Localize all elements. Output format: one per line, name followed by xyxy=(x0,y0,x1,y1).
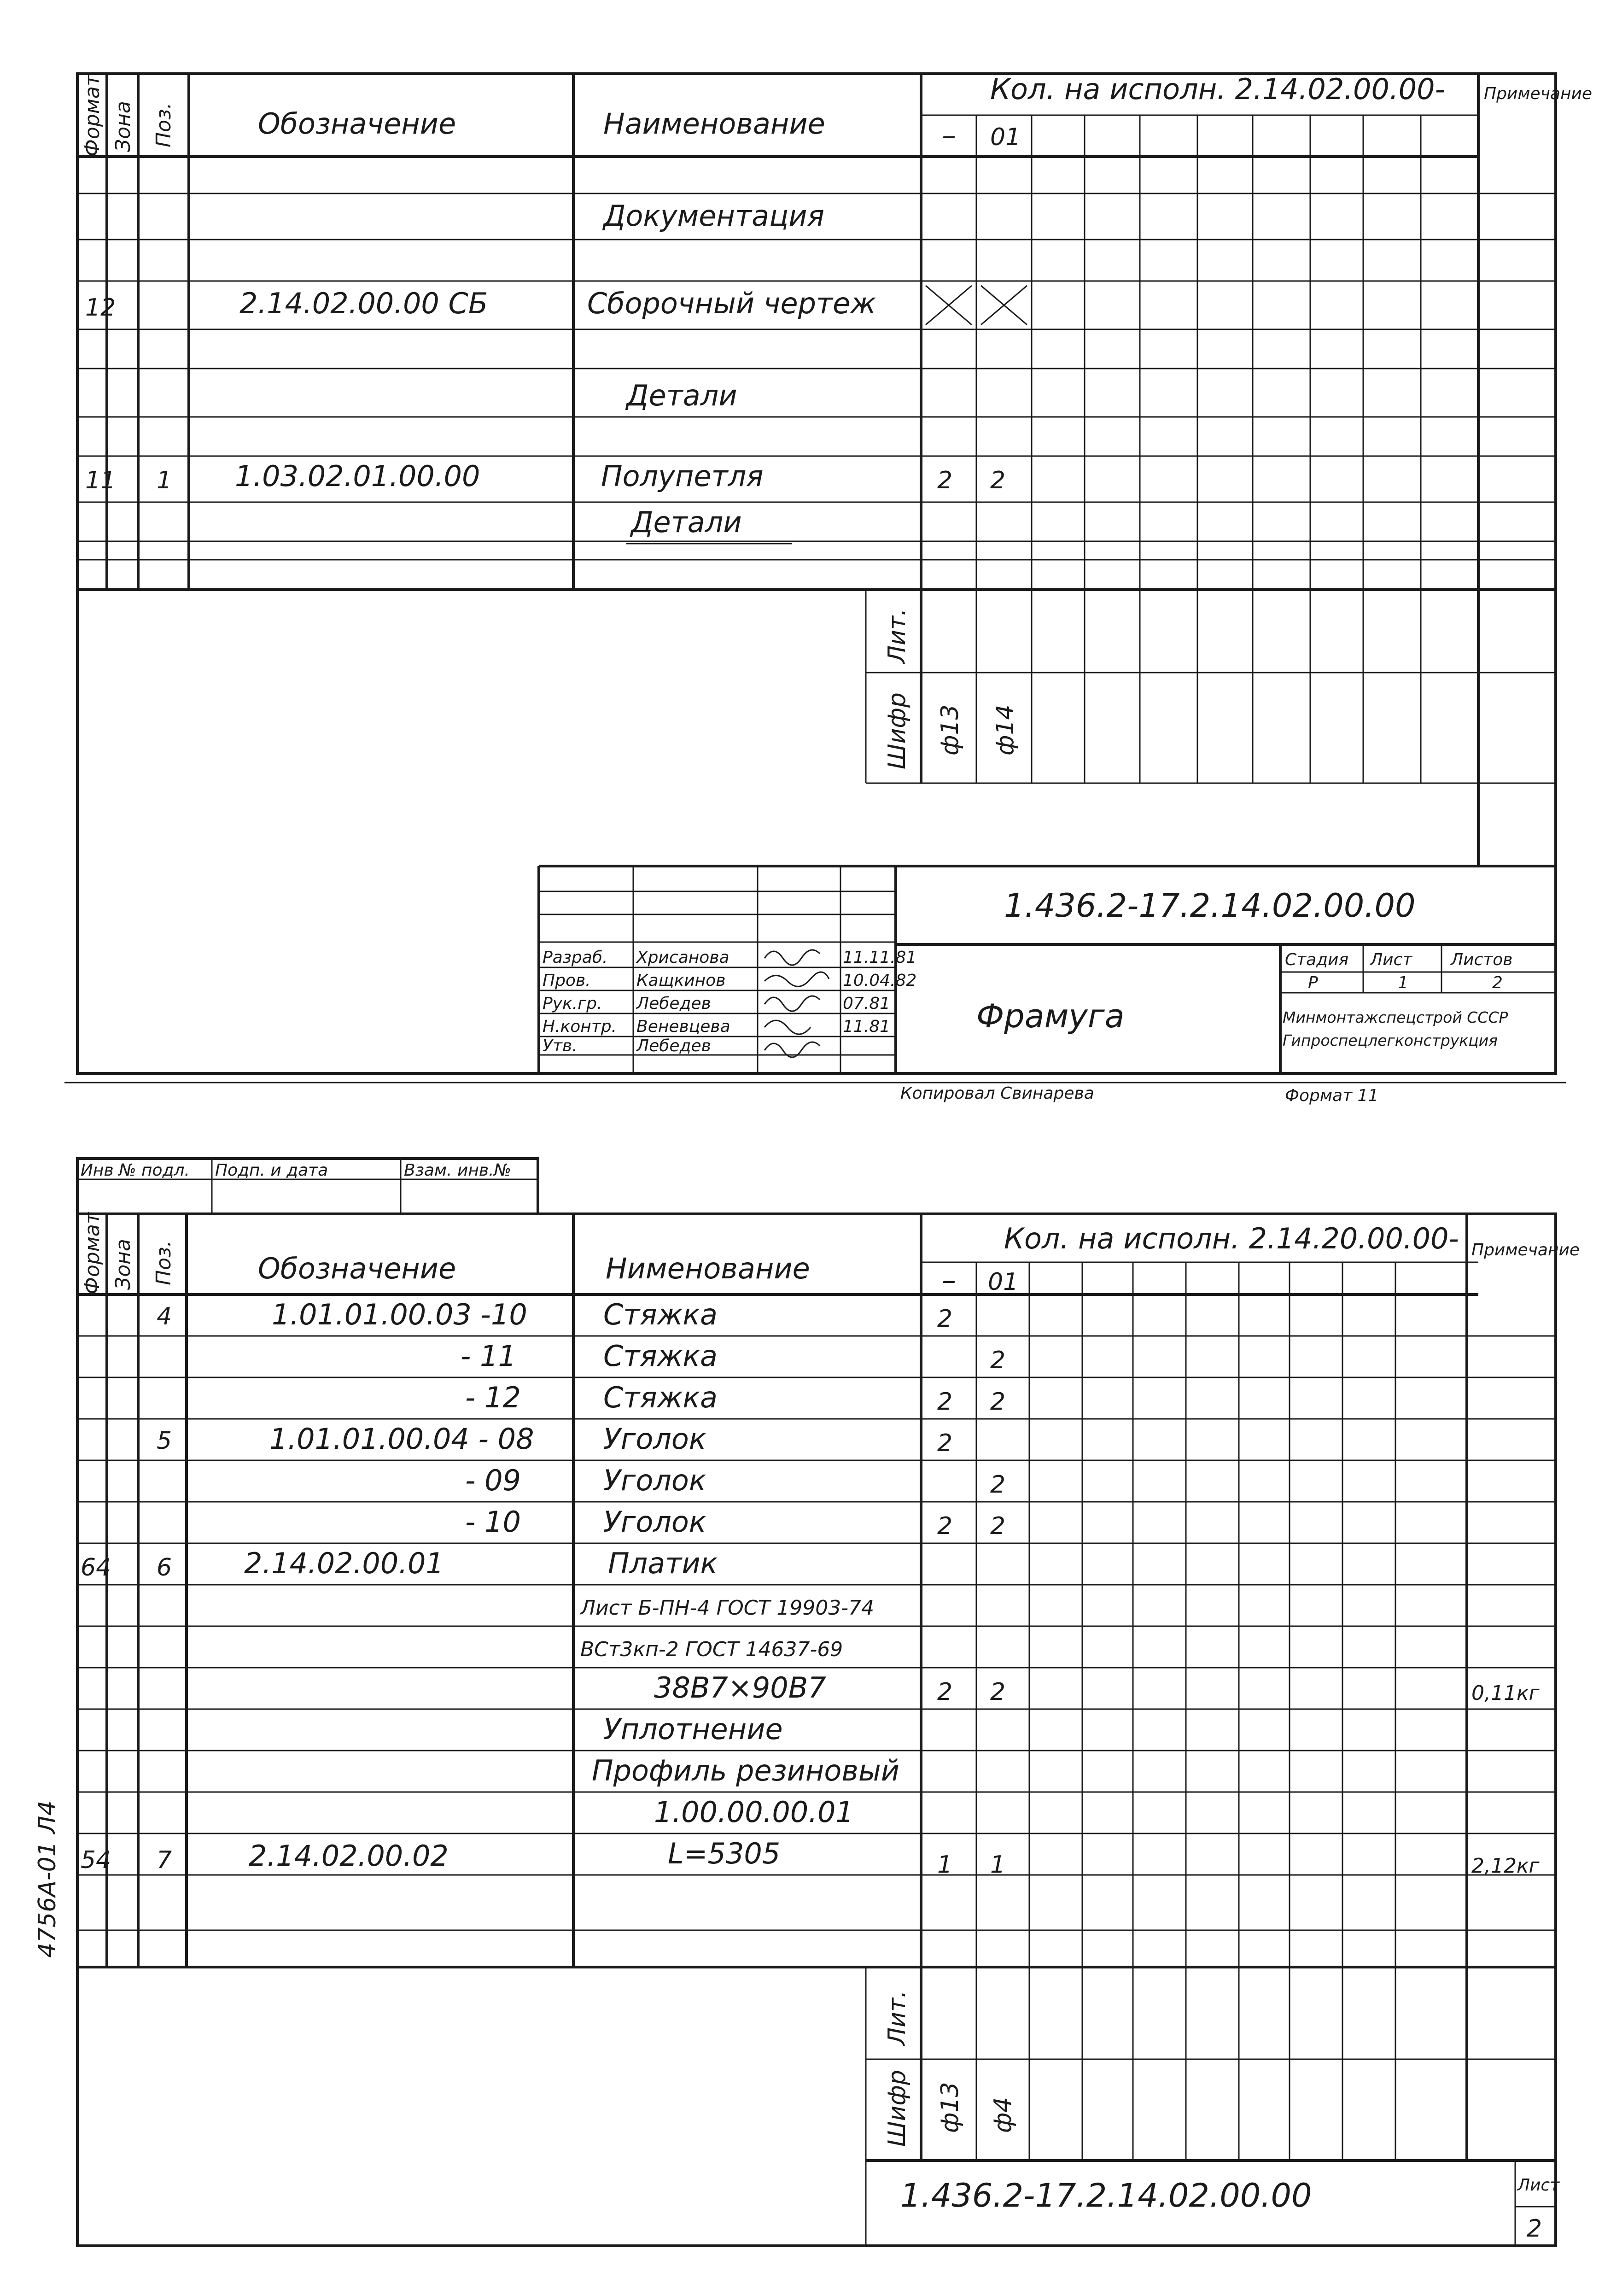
s1-h-qty-title: Кол. на исполн. 2.14.02.00.00- xyxy=(990,72,1445,106)
s1-format-label: Формат 11 xyxy=(1285,1086,1379,1105)
s2-h-designation: Обозначение xyxy=(258,1252,456,1285)
row-q1: 2 xyxy=(937,1388,953,1416)
row-name: Уплотнение xyxy=(603,1712,783,1746)
s1-sheets-label: Листов xyxy=(1451,950,1513,969)
row-name: Стяжка xyxy=(603,1339,718,1373)
s1-row-q2-cross: X xyxy=(995,308,1006,327)
s1-sheet-label: Лист xyxy=(1370,950,1412,969)
sig-role: Пров. xyxy=(543,971,591,990)
s1-doc-number: 1.436.2-17.2.14.02.00.00 xyxy=(1004,887,1416,925)
row-note: 2,12кг xyxy=(1471,1854,1540,1878)
sig-date: 07.81 xyxy=(843,994,891,1013)
s1-cipher-2: ф14 xyxy=(992,704,1019,756)
s1-row2-pos: 1 xyxy=(157,467,172,494)
s2-cipher-2: ф4 xyxy=(989,2097,1017,2133)
row-q2: 2 xyxy=(990,1512,1006,1540)
table-row xyxy=(654,1795,854,1829)
row-q1: 2 xyxy=(937,1305,953,1333)
table-row xyxy=(157,1422,952,1457)
s1-h-designation: Обозначение xyxy=(258,107,456,141)
s1-h-pos: Поз. xyxy=(152,102,175,147)
row-format: 64 xyxy=(81,1554,111,1581)
sig-date: 10.04.82 xyxy=(843,971,917,990)
s2-h-qty-1: – xyxy=(942,1263,956,1297)
s1-sheets-total: 2 xyxy=(1492,973,1503,992)
s1-cipher-label: Шифр xyxy=(883,692,911,769)
s1-section-documentation: Документация xyxy=(603,199,824,233)
sig-role: Н.контр. xyxy=(543,1017,617,1036)
signature-scribble xyxy=(764,950,820,965)
s1-h-zone: Зона xyxy=(111,101,135,152)
row-q2: 2 xyxy=(990,1388,1006,1416)
s2-stamp-sign-date: Подп. и дата xyxy=(215,1161,328,1180)
s1-copied-by: Копировал Свинарева xyxy=(900,1084,1094,1103)
s2-h-format: Формат xyxy=(81,1212,104,1294)
table-row xyxy=(465,1381,1005,1416)
row-note: 0,11кг xyxy=(1471,1681,1540,1705)
row-pos: 4 xyxy=(157,1303,172,1330)
sig-date: 11.11.81 xyxy=(843,948,917,967)
s2-sheet-no: 2 xyxy=(1527,2215,1542,2243)
s1-section-details-2: Детали xyxy=(631,505,742,539)
s1-product-name: Фрамуга xyxy=(976,997,1125,1035)
s1-row-designation: 2.14.02.00.00 СБ xyxy=(239,287,488,320)
sig-role: Утв. xyxy=(543,1037,578,1055)
sig-name: Веневцева xyxy=(636,1017,730,1036)
s1-row2-q2: 2 xyxy=(990,467,1006,494)
s2-stamp-replace: Взам. инв.№ xyxy=(404,1161,511,1180)
s1-org-2: Гипроспецлегконструкция xyxy=(1283,1031,1498,1049)
table-row xyxy=(465,1505,1005,1540)
row-name: Уголок xyxy=(603,1464,706,1497)
table-row xyxy=(81,1837,1540,1879)
s1-row2-name: Полупетля xyxy=(601,459,764,493)
sheet-2 xyxy=(34,1159,1580,2246)
s1-lit-label: Лит. xyxy=(883,608,911,663)
row-designation: 1.01.01.00.04 - 08 xyxy=(269,1422,534,1456)
table-row xyxy=(157,1298,952,1333)
row-q1: 2 xyxy=(937,1678,953,1706)
s2-h-pos: Поз. xyxy=(152,1240,175,1285)
row-pos: 6 xyxy=(157,1554,172,1581)
row-designation: 2.14.02.00.02 xyxy=(249,1839,449,1873)
s2-sheet-label: Лист xyxy=(1517,2176,1560,2195)
s1-cipher-1: ф13 xyxy=(936,704,964,756)
sheet-2-frame xyxy=(77,1214,1556,2246)
row-q1: 1 xyxy=(937,1851,953,1879)
s1-sheet-no: 1 xyxy=(1398,973,1408,992)
row-pos: 5 xyxy=(157,1427,172,1455)
row-designation: 2.14.02.00.01 xyxy=(244,1546,444,1580)
sheet-1 xyxy=(64,72,1592,1105)
s1-h-name: Наименование xyxy=(603,107,825,141)
s1-h-note: Примечание xyxy=(1484,84,1593,103)
row-name: Платик xyxy=(608,1546,718,1580)
table-row xyxy=(592,1754,899,1787)
s2-h-qty-2: 01 xyxy=(988,1268,1019,1296)
s1-row-format: 12 xyxy=(85,294,116,322)
s1-stage-label: Стадия xyxy=(1285,950,1349,969)
row-format: 54 xyxy=(81,1846,111,1874)
s1-row2-designation: 1.03.02.01.00.00 xyxy=(235,459,480,493)
table-row xyxy=(603,1712,783,1746)
table-row xyxy=(465,1464,1005,1499)
row-q2: 2 xyxy=(990,1471,1006,1499)
sig-name: Лебедев xyxy=(636,994,711,1013)
s1-section-details: Детали xyxy=(626,379,737,412)
signature-scribble xyxy=(764,972,829,986)
signature-scribble xyxy=(764,1020,811,1034)
s1-h-format: Формат xyxy=(81,74,104,157)
row-designation: - 12 xyxy=(465,1381,521,1414)
row-q1: 2 xyxy=(937,1429,953,1457)
table-row xyxy=(580,1638,843,1661)
row-q2: 2 xyxy=(990,1678,1006,1706)
s2-lit-label: Лит. xyxy=(883,1990,911,2045)
row-name: Стяжка xyxy=(603,1298,718,1331)
sig-role: Разраб. xyxy=(543,948,608,967)
row-name: Уголок xyxy=(603,1505,706,1539)
row-name: Уголок xyxy=(603,1422,706,1456)
s1-h-qty-1: – xyxy=(942,118,956,152)
s2-stamp-inv: Инв № подл. xyxy=(81,1161,190,1180)
s2-side-stamp: 4756А-01 Л4 xyxy=(34,1800,61,1958)
row-name: 1.00.00.00.01 xyxy=(654,1795,854,1829)
s1-row-q1-cross: X xyxy=(940,308,951,327)
s2-cipher-1: ф13 xyxy=(936,2082,964,2133)
table-row xyxy=(654,1671,1540,1706)
sig-role: Рук.гр. xyxy=(543,994,602,1013)
s1-h-qty-2: 01 xyxy=(990,123,1021,151)
s1-row2-format: 11 xyxy=(85,467,116,494)
row-name: Профиль резиновый xyxy=(592,1754,900,1787)
s2-cipher-label: Шифр xyxy=(883,2070,911,2147)
row-name: Лист Б-ПН-4 ГОСТ 19903-74 xyxy=(580,1596,875,1620)
row-pos: 7 xyxy=(157,1846,172,1874)
s1-org-1: Минмонтажспецстрой СССР xyxy=(1283,1008,1508,1026)
row-q1: 2 xyxy=(937,1512,953,1540)
sig-name: Лебедев xyxy=(636,1037,711,1055)
table-row xyxy=(461,1339,1005,1374)
row-designation: - 09 xyxy=(465,1464,521,1497)
s2-h-qty-title: Кол. на исполн. 2.14.20.00.00- xyxy=(1004,1222,1459,1255)
sig-name: Кащкинов xyxy=(636,971,726,990)
signature-scribble xyxy=(764,996,820,1011)
table-row xyxy=(81,1546,718,1581)
row-designation: - 10 xyxy=(465,1505,521,1539)
sig-name: Хрисанова xyxy=(636,948,729,967)
table-row xyxy=(579,1596,874,1620)
row-name: L=5305 xyxy=(668,1837,781,1870)
s1-row-name: Сборочный чертеж xyxy=(587,287,876,320)
row-designation: 1.01.01.00.03 -10 xyxy=(272,1298,527,1331)
s1-stage: Р xyxy=(1308,973,1318,992)
s2-h-zone: Зона xyxy=(111,1239,135,1290)
s1-row2-q1: 2 xyxy=(937,467,953,494)
row-name: 38В7×90В7 xyxy=(654,1671,826,1704)
s1-signatures xyxy=(543,948,916,1057)
row-designation: - 11 xyxy=(461,1339,516,1373)
s2-h-note: Примечание xyxy=(1471,1241,1580,1259)
row-name: Стяжка xyxy=(603,1381,718,1414)
s2-doc-number: 1.436.2-17.2.14.02.00.00 xyxy=(900,2177,1312,2214)
sig-date: 11.81 xyxy=(843,1017,891,1036)
s2-h-name: Нименование xyxy=(606,1252,810,1285)
row-q2: 1 xyxy=(990,1851,1006,1879)
row-name: ВСт3кп-2 ГОСТ 14637-69 xyxy=(580,1638,843,1661)
row-q2: 2 xyxy=(990,1347,1006,1374)
